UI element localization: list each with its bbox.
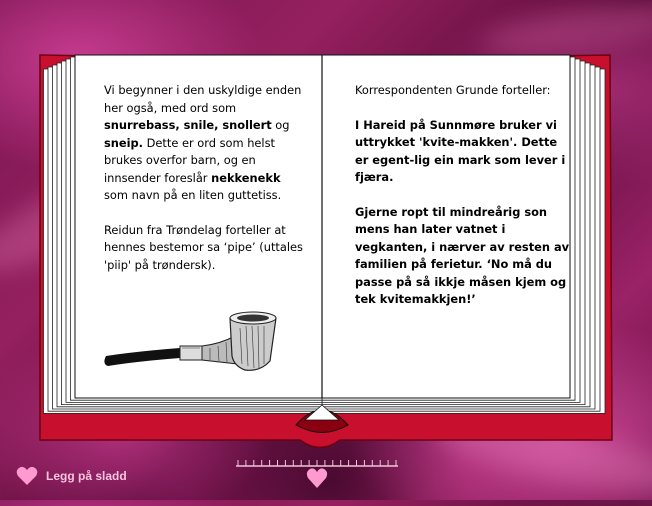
pipe-illustration: [100, 306, 290, 376]
legg-pa-sladd-button[interactable]: [16, 466, 127, 486]
legg-pa-sladd-label: Legg på sladd: [46, 469, 127, 483]
bold-term: nekkenekk: [211, 170, 281, 185]
bold-term: snurrebass, snile, snollert: [104, 118, 272, 132]
text-run: som navn på en liten guttetiss.: [104, 188, 282, 202]
text-run: og: [271, 118, 290, 132]
page-slider[interactable]: [236, 456, 398, 490]
left-paragraph-1: [104, 82, 304, 205]
left-page-text: [104, 82, 304, 291]
heart-slider-handle[interactable]: [307, 468, 327, 488]
right-intro: Korrespondenten Grunde forteller:: [355, 83, 551, 97]
left-paragraph-2: Reidun fra Trøndelag forteller at hennes bestemor sa ‘pipe’ (uttales 'piip' på trøndersk).: [104, 222, 303, 272]
heart-icon: [16, 466, 38, 486]
text-run: Dette er ord som helst brukes overfor barn, og en innsender foreslår: [104, 135, 275, 185]
right-quote-2: Gjerne ropt til mindreårig son mens han later vatnet i vegkanten, i nærver av resten av familien på ferietur. ‘No må du passe på så ikkje måsen kjem og tek kvitemakkjen!’: [355, 204, 570, 306]
right-page-text: [355, 82, 570, 326]
text-run: Vi begynner i den uskyldige enden her også, med ord som: [104, 83, 302, 115]
right-quote-1: I Hareid på Sunnmøre bruker vi uttrykket 'kvite-makken'. Dette er egent-lig ein mark som lever i fjæra.: [355, 117, 566, 184]
bold-term: sneip.: [104, 135, 143, 150]
